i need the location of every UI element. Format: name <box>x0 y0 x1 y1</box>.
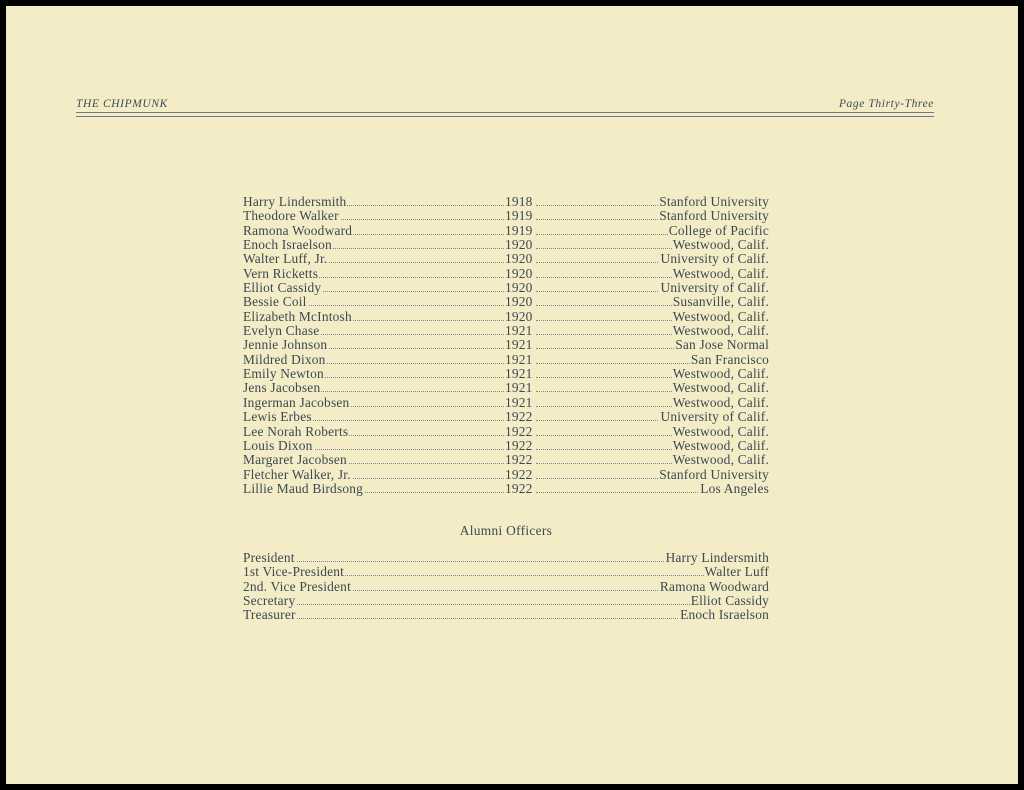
alumni-row <box>242 468 770 482</box>
officer-name: Elliot Cassidy <box>690 593 769 609</box>
alumni-year: 1922 <box>505 452 533 468</box>
alumni-name: Enoch Israelson <box>243 237 332 253</box>
alumni-destination: Stanford University <box>659 466 769 482</box>
alumni-destination: Stanford University <box>659 208 769 224</box>
alumni-year: 1919 <box>505 208 533 224</box>
alumni-destination: Westwood, Calif. <box>672 394 769 410</box>
officer-name: Harry Lindersmith <box>665 550 769 565</box>
alumni-year: 1921 <box>505 323 533 339</box>
alumni-name: Harry Lindersmith <box>243 194 347 209</box>
alumni-row <box>242 410 770 424</box>
alumni-year: 1919 <box>505 222 533 238</box>
alumni-row <box>242 367 770 381</box>
alumni-year: 1920 <box>505 280 533 296</box>
alumni-year: 1922 <box>505 480 533 496</box>
alumni-row <box>242 381 770 395</box>
officer-title: Secretary <box>243 593 296 609</box>
officer-title: 2nd. Vice President <box>243 578 351 594</box>
alumni-name: Lewis Erbes <box>243 409 312 425</box>
alumni-destination: Stanford University <box>659 194 769 209</box>
alumni-name: Lillie Maud Birdsong <box>243 480 364 496</box>
alumni-destination: College of Pacific <box>668 222 769 238</box>
section-title: Alumni Officers <box>459 523 553 538</box>
alumni-name: Walter Luff, Jr. <box>243 251 328 267</box>
officer-title: 1st Vice-President <box>243 564 345 580</box>
alumni-name: Emily Newton <box>243 366 324 382</box>
alumni-name: Bessie Coil <box>243 294 307 310</box>
alumni-row <box>242 238 770 252</box>
alumni-destination: Westwood, Calif. <box>672 437 769 453</box>
alumni-destination: Los Angeles <box>700 480 769 496</box>
alumni-name: Lee Norah Roberts <box>243 423 349 439</box>
alumni-name: Mildred Dixon <box>243 351 326 367</box>
alumni-list <box>242 195 770 496</box>
alumni-year: 1918 <box>505 194 533 209</box>
alumni-row <box>242 224 770 238</box>
alumni-year: 1921 <box>505 337 533 353</box>
alumni-destination: San Francisco <box>690 351 769 367</box>
alumni-row <box>242 453 770 467</box>
alumni-name: Theodore Walker <box>243 208 339 224</box>
alumni-name: Jennie Johnson <box>243 337 328 353</box>
alumni-name: Fletcher Walker, Jr. <box>243 466 351 482</box>
alumni-row <box>242 439 770 453</box>
alumni-name: Elizabeth McIntosh <box>243 308 352 324</box>
alumni-destination: University of Calif. <box>660 409 769 425</box>
alumni-destination: Westwood, Calif. <box>672 452 769 468</box>
running-header <box>76 98 934 110</box>
alumni-year: 1920 <box>505 308 533 324</box>
alumni-row <box>242 482 770 496</box>
alumni-name: Ingerman Jacobsen <box>243 394 350 410</box>
alumni-name: Jens Jacobsen <box>243 380 321 396</box>
alumni-row <box>242 353 770 367</box>
officer-row <box>242 594 770 608</box>
page-number: Page Thirty-Three <box>838 98 934 110</box>
page <box>6 6 1018 784</box>
alumni-row <box>242 295 770 309</box>
officer-row <box>242 551 770 565</box>
alumni-destination: University of Calif. <box>660 280 769 296</box>
alumni-row <box>242 252 770 266</box>
alumni-year: 1920 <box>505 237 533 253</box>
alumni-name: Elliot Cassidy <box>243 280 322 296</box>
alumni-year: 1922 <box>505 437 533 453</box>
alumni-destination: Susanville, Calif. <box>672 294 769 310</box>
alumni-year: 1921 <box>505 366 533 382</box>
alumni-year: 1922 <box>505 466 533 482</box>
alumni-name: Ramona Woodward <box>243 222 353 238</box>
alumni-row <box>242 209 770 223</box>
officers-list <box>242 551 770 623</box>
alumni-destination: Westwood, Calif. <box>672 323 769 339</box>
alumni-destination: Westwood, Calif. <box>672 366 769 382</box>
officer-row <box>242 608 770 622</box>
officer-title: President <box>243 550 295 565</box>
alumni-destination: Westwood, Calif. <box>672 237 769 253</box>
alumni-destination: Westwood, Calif. <box>672 380 769 396</box>
alumni-name: Vern Ricketts <box>243 265 319 281</box>
alumni-destination: Westwood, Calif. <box>672 265 769 281</box>
alumni-year: 1920 <box>505 251 533 267</box>
alumni-row <box>242 324 770 338</box>
alumni-name: Evelyn Chase <box>243 323 320 339</box>
alumni-row <box>242 267 770 281</box>
alumni-destination: Westwood, Calif. <box>672 423 769 439</box>
publication-title: THE CHIPMUNK <box>76 98 168 110</box>
alumni-row <box>242 338 770 352</box>
officer-name: Ramona Woodward <box>659 578 769 594</box>
alumni-row <box>242 195 770 209</box>
officer-row <box>242 565 770 579</box>
officer-title: Treasurer <box>243 607 296 623</box>
alumni-row <box>242 425 770 439</box>
alumni-year: 1921 <box>505 351 533 367</box>
alumni-destination: Westwood, Calif. <box>672 308 769 324</box>
officer-name: Enoch Israelson <box>680 607 769 623</box>
alumni-year: 1920 <box>505 265 533 281</box>
alumni-destination: San Jose Normal <box>675 337 769 353</box>
alumni-year: 1920 <box>505 294 533 310</box>
alumni-year: 1921 <box>505 380 533 396</box>
alumni-destination: University of Calif. <box>660 251 769 267</box>
alumni-row <box>242 281 770 295</box>
alumni-year: 1922 <box>505 409 533 425</box>
officer-name: Walter Luff <box>704 564 769 580</box>
alumni-row <box>242 310 770 324</box>
alumni-year: 1922 <box>505 423 533 439</box>
alumni-name: Margaret Jacobsen <box>243 452 347 468</box>
alumni-year: 1921 <box>505 394 533 410</box>
alumni-row <box>242 396 770 410</box>
officer-row <box>242 580 770 594</box>
header-rule <box>76 112 934 117</box>
alumni-name: Louis Dixon <box>243 437 313 453</box>
